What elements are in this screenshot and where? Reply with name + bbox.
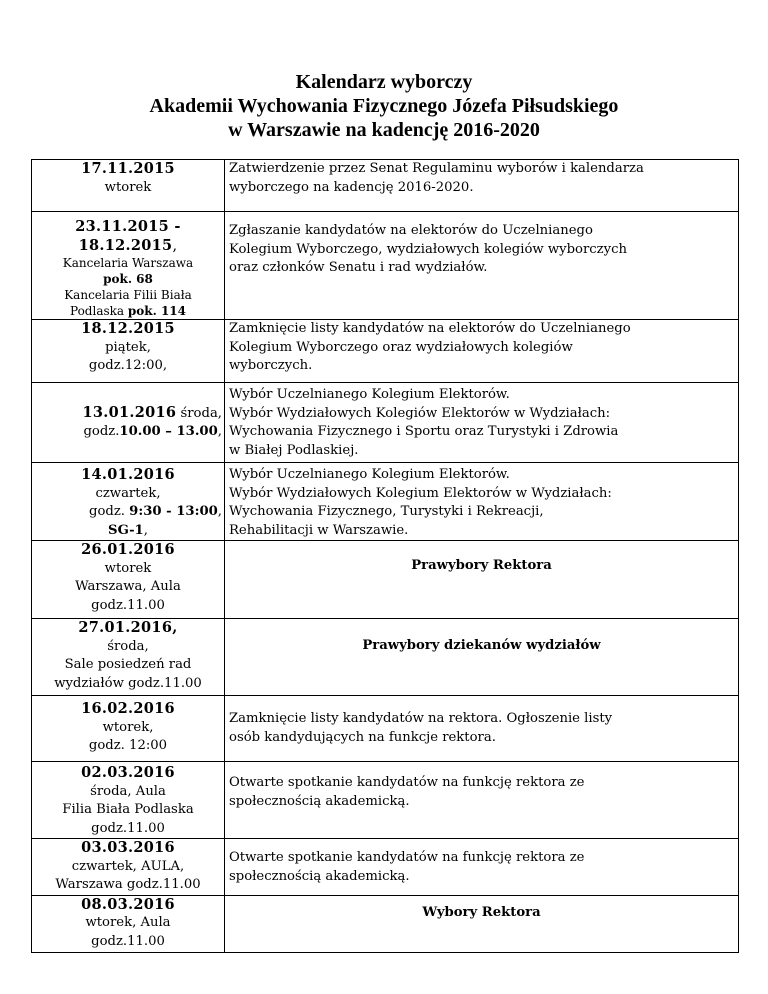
- time-suffix: ,: [217, 504, 222, 519]
- event-text: Zamknięcie listy kandydatów na rektora. Ogłoszenie listy: [229, 711, 613, 726]
- event-text: Wychowania Fizycznego, Turystyki i Rekreacji,: [229, 504, 544, 519]
- event-text: wyborczych.: [229, 358, 313, 373]
- place: Warszawa, Aula: [75, 579, 181, 594]
- event-cell: [225, 839, 739, 896]
- table-row: [32, 320, 739, 383]
- date: 23.11.2015 -: [75, 218, 181, 235]
- day: środa,: [107, 638, 149, 654]
- event-cell: [225, 320, 739, 383]
- day: środa,: [176, 405, 222, 421]
- event-text: Wybór Wydziałowych Kolegium Elektorów w Wydziałach:: [229, 485, 612, 501]
- date-cell: [32, 619, 225, 696]
- place: Sale posiedzeń rad: [64, 657, 192, 672]
- event-text: Zgłaszanie kandydatów na elektorów do Uczelnianego: [229, 223, 593, 238]
- event-cell: [225, 160, 739, 212]
- table-row: [32, 160, 739, 212]
- event-cell: [225, 383, 739, 463]
- date: 18.12.2015: [78, 236, 173, 254]
- office-room: pok. 114: [127, 304, 186, 318]
- event-title: Wybory Rektora: [422, 904, 541, 920]
- event-text: osób kandydujących na funkcje rektora.: [229, 729, 496, 745]
- date: 03.03.2016: [81, 839, 175, 856]
- time: godz.11.00: [91, 820, 165, 836]
- date-cell: [32, 463, 225, 541]
- table-row: [32, 895, 739, 952]
- event-title: Prawybory dziekanów wydziałów: [362, 638, 601, 653]
- time: 10.00 – 13.00: [119, 424, 218, 439]
- day: piątek,: [105, 339, 151, 355]
- event-cell: [225, 696, 739, 762]
- time: wydziałów godz.11.00: [54, 675, 202, 691]
- date: 13.01.2016: [82, 403, 177, 421]
- place: Filia Biała Podlaska: [62, 802, 194, 817]
- date: 18.12.2015: [81, 320, 175, 337]
- event-cell: [225, 762, 739, 839]
- table-row: [32, 696, 739, 762]
- event-text: społecznością akademicką.: [229, 793, 410, 809]
- title-line-1: Kalendarz wyborczy: [295, 71, 473, 93]
- day: środa, Aula: [90, 783, 166, 799]
- event-text: wyborczego na kadencję 2016-2020.: [229, 179, 474, 195]
- room-suffix: ,: [143, 522, 148, 538]
- time: Warszawa godz.11.00: [55, 877, 201, 892]
- election-calendar-table: [31, 159, 739, 953]
- event-text: Rehabilitacji w Warszawie.: [229, 522, 409, 538]
- office-room: pok. 68: [103, 272, 153, 286]
- event-text: Otwarte spotkanie kandydatów na funkcję rektora ze: [229, 775, 585, 790]
- time-prefix: godz.: [83, 424, 120, 439]
- document-title: [0, 70, 768, 142]
- event-text: Wychowania Fizycznego i Sportu oraz Turystyki i Zdrowia: [229, 424, 619, 439]
- date-cell: [32, 839, 225, 896]
- title-line-2: Akademii Wychowania Fizycznego Józefa Piłsudskiego: [149, 95, 619, 117]
- day: wtorek,: [102, 719, 154, 735]
- event-text: Kolegium Wyborczego, wydziałowych kolegiów wyborczych: [229, 241, 627, 257]
- event-cell: [225, 212, 739, 320]
- table-row: [32, 762, 739, 839]
- date: 16.02.2016: [81, 700, 175, 717]
- event-text: Kolegium Wyborczego oraz wydziałowych kolegiów: [229, 339, 573, 355]
- table-row: [32, 839, 739, 896]
- time-suffix: ,: [217, 424, 222, 439]
- time: godz.11.00: [91, 597, 165, 613]
- table-row: [32, 619, 739, 696]
- day: czwartek,: [95, 485, 161, 501]
- event-text: Otwarte spotkanie kandydatów na funkcję rektora ze: [229, 850, 585, 865]
- table-row: [32, 541, 739, 619]
- date: 02.03.2016: [81, 764, 175, 781]
- date-cell: [32, 320, 225, 383]
- day: wtorek: [104, 560, 152, 576]
- event-text: Zamknięcie listy kandydatów na elektorów do Uczelnianego: [229, 321, 631, 336]
- date-cell: [32, 762, 225, 839]
- office: Kancelaria Warszawa: [62, 256, 194, 270]
- date: 26.01.2016: [81, 541, 175, 558]
- office: Podlaska: [69, 304, 128, 318]
- date-cell: [32, 541, 225, 619]
- day: wtorek, Aula: [85, 915, 171, 930]
- event-text: społecznością akademicką.: [229, 868, 410, 884]
- event-text: Wybór Uczelnianego Kolegium Elektorów.: [229, 467, 510, 482]
- event-cell: [225, 463, 739, 541]
- day: czwartek, AULA,: [71, 858, 185, 874]
- time: godz. 12:00: [88, 738, 168, 753]
- event-cell: [225, 895, 739, 952]
- table-row: [32, 212, 739, 320]
- event-text: w Białej Podlaskiej.: [229, 442, 359, 458]
- event-text: Zatwierdzenie przez Senat Regulaminu wyborów i kalendarza: [229, 161, 644, 176]
- office: Kancelaria Filii Biała: [64, 288, 192, 302]
- date: 27.01.2016,: [78, 619, 178, 636]
- date-cell: [32, 383, 225, 463]
- time: 9:30 - 13:00: [129, 504, 218, 519]
- time-prefix: godz.: [89, 504, 130, 519]
- date-cell: [32, 696, 225, 762]
- date-cell: [32, 160, 225, 212]
- event-text: Wybór Wydziałowych Kolegiów Elektorów w Wydziałach:: [229, 405, 611, 421]
- room: SG-1: [108, 522, 144, 538]
- day: wtorek: [104, 179, 152, 195]
- event-text: oraz członków Senatu i rad wydziałów.: [229, 260, 488, 275]
- date-cell: [32, 212, 225, 320]
- date: 08.03.2016: [81, 895, 175, 913]
- date-suffix: ,: [172, 237, 178, 254]
- event-text: Wybór Uczelnianego Kolegium Elektorów.: [229, 387, 510, 402]
- date-cell: [32, 895, 225, 952]
- date: 14.01.2016: [81, 466, 175, 483]
- time: godz.12:00,: [88, 358, 168, 373]
- event-title: Prawybory Rektora: [411, 558, 552, 573]
- event-cell: [225, 541, 739, 619]
- table-row: [32, 383, 739, 463]
- date: 17.11.2015: [81, 160, 175, 177]
- table-row: [32, 463, 739, 541]
- event-cell: [225, 619, 739, 696]
- title-line-3: w Warszawie na kadencję 2016-2020: [228, 119, 540, 141]
- time: godz.11.00: [91, 933, 165, 949]
